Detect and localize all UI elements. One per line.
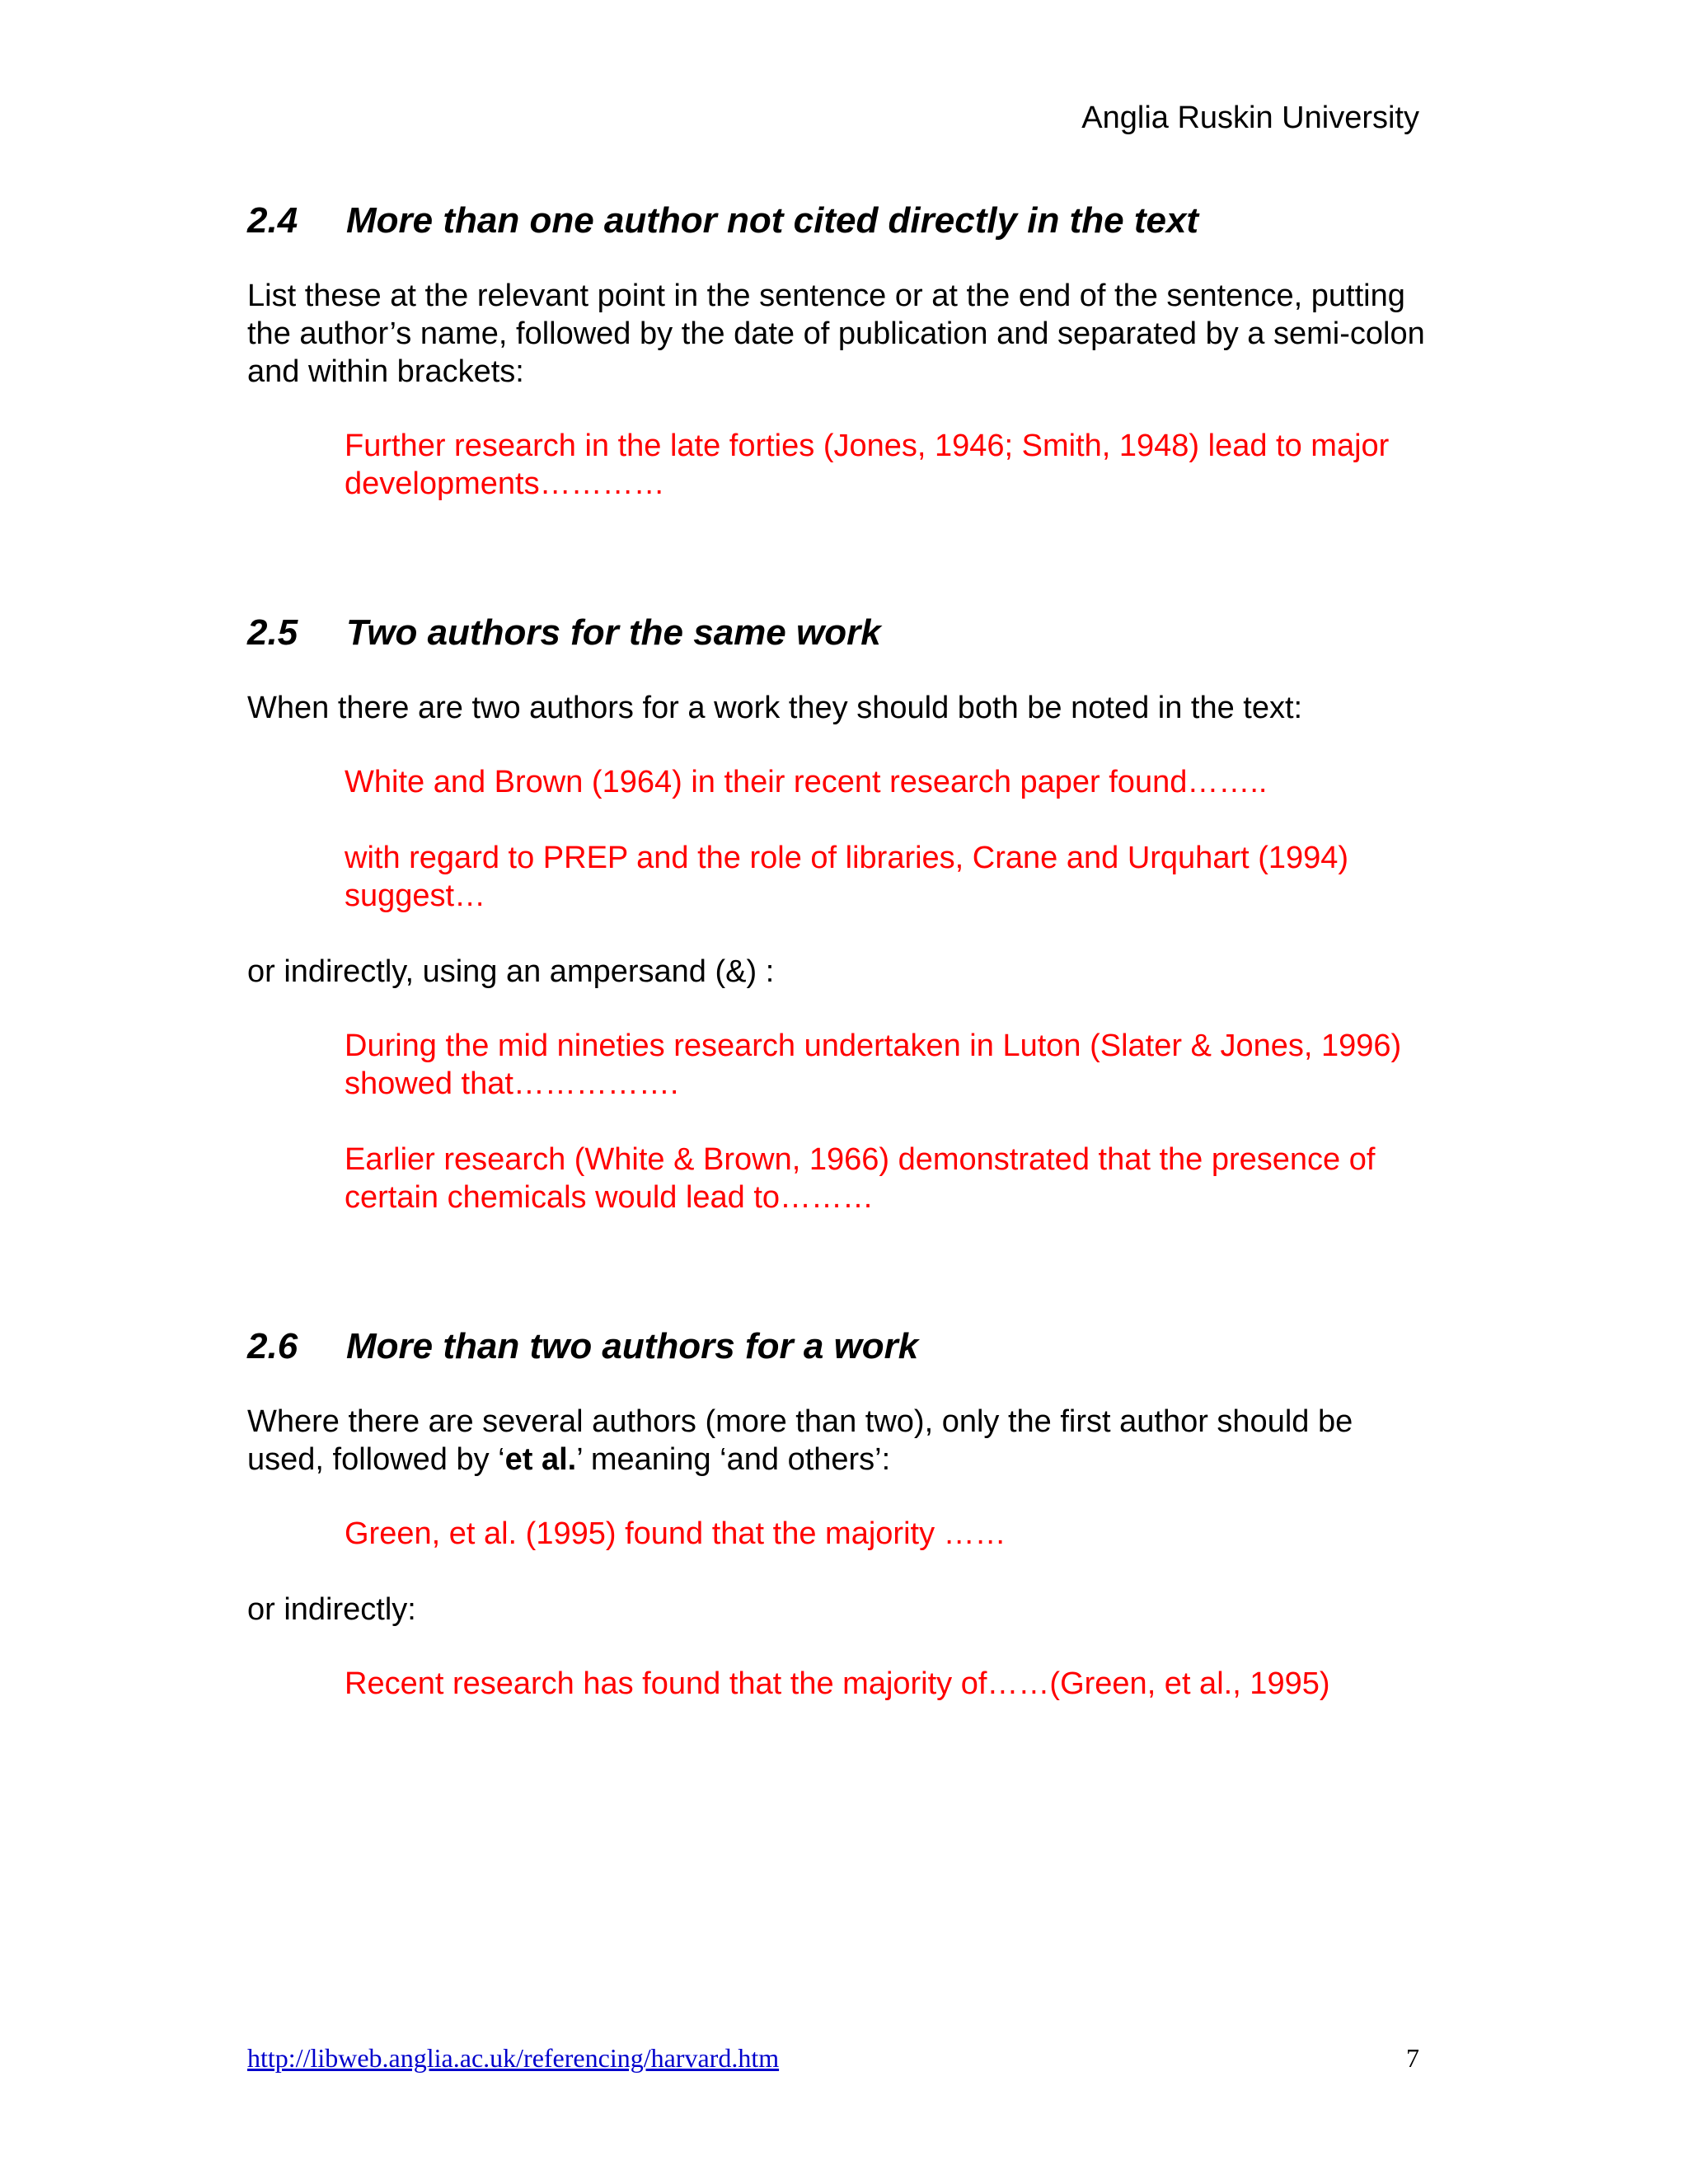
section-intro: List these at the relevant point in the sentence or at the end of the sentence, putting the author’s name, followed by the date of publication and separated by a semi-colon and within brackets: [247,279,1425,389]
example-citation: During the mid nineties research undertaken in Luton (Slater & Jones, 1996) showed that……………. [345,1029,1402,1101]
section-number: 2.6 [247,1326,298,1366]
example-citation: Recent research has found that the majority of……(Green, et al., 1995) [345,1666,1330,1701]
intro-text: Where there are several authors (more than two), only the first author should be used, followed by ‘ [247,1404,1353,1477]
section-2-6 [247,1324,1434,1703]
section-title: More than one author not cited directly in the text [346,200,1199,241]
section-title: More than two authors for a work [346,1326,919,1366]
page-content [247,198,1434,1741]
footer-url-link[interactable]: http://libweb.anglia.ac.uk/referencing/harvard.htm [247,2043,780,2073]
indirect-intro: or indirectly, using an ampersand (&) : [247,954,775,989]
example-citation: White and Brown (1964) in their recent research paper found…….. [345,765,1268,799]
section-spacer [247,1254,1434,1324]
section-2-4 [247,198,1434,503]
section-number: 2.4 [247,200,298,241]
intro-bold-term: et al. [504,1442,577,1477]
header-institution: Anglia Ruskin University [1081,101,1419,135]
section-number: 2.5 [247,612,298,653]
page-number: 7 [1406,2043,1419,2073]
indirect-intro: or indirectly: [247,1592,416,1627]
intro-text: ’ meaning ‘and others’: [576,1442,891,1477]
section-heading [247,610,1434,656]
section-title: Two authors for the same work [346,612,881,653]
example-citation: Further research in the late forties (Jones, 1946; Smith, 1948) lead to major developments………… [345,429,1390,501]
example-citation: with regard to PREP and the role of libraries, Crane and Urquhart (1994) suggest… [345,841,1349,913]
section-intro [247,1403,1434,1479]
section-intro: When there are two authors for a work they should both be noted in the text: [247,691,1303,725]
section-heading [247,198,1434,244]
example-citation: Green, et al. (1995) found that the majority …… [345,1516,1006,1551]
section-2-5 [247,610,1434,1216]
section-heading [247,1324,1434,1370]
example-citation: Earlier research (White & Brown, 1966) demonstrated that the presence of certain chemicals would lead to……… [345,1142,1376,1215]
section-spacer [247,541,1434,610]
